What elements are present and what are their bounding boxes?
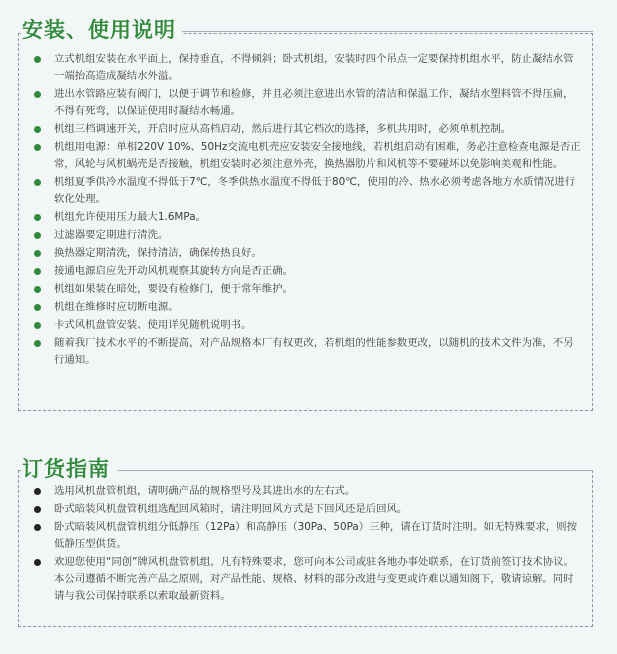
list-item: 接通电源启应先开动风机观察其旋转方向是否正确。	[32, 263, 583, 280]
list-item: 机组在维修时应切断电源。	[32, 299, 583, 316]
bullet-icon	[34, 250, 41, 257]
list-item: 卧式暗装风机盘管机组分低静压（12Pa）和高静压（30Pa、50Pa）三种，请在订货时注明。如无特殊要求，则按低静压型供货。	[32, 519, 583, 553]
list-item: 进出水管路应装有阀门，以便于调节和检修，并且必须注意进出水管的清洁和保温工作，凝结水塑料管不得压扁，不得有死弯，以保证使用时凝结水畅通。	[32, 86, 583, 120]
bullet-icon	[34, 56, 41, 63]
bullet-icon	[34, 559, 41, 566]
bullet-icon	[34, 506, 41, 513]
list-item: 机组如果装在暗处，要设有检修门，便于常年维护。	[32, 281, 583, 298]
install-list	[32, 51, 583, 370]
bullet-icon	[34, 214, 41, 221]
bullet-icon	[34, 144, 41, 151]
install-title-rule	[168, 31, 593, 32]
bullet-icon	[34, 286, 41, 293]
bullet-icon	[34, 91, 41, 98]
list-item: 卡式风机盘管安装、使用详见随机说明书。	[32, 317, 583, 334]
bullet-icon	[34, 524, 41, 531]
list-item: 过滤器要定期进行清洗。	[32, 227, 583, 244]
list-item: 卧式暗装风机盘管机组选配回风箱时，请注明回风方式是下回风还是后回风。	[32, 501, 583, 518]
bullet-icon	[34, 268, 41, 275]
install-title: 安装、使用说明	[22, 16, 182, 44]
list-item: 机组允许使用压力最大1.6MPa。	[32, 209, 583, 226]
install-section	[18, 16, 593, 411]
list-item: 机组三档调速开关，开启时应从高档启动，然后进行其它档次的选择，多机共用时，必须单机控制。	[32, 121, 583, 138]
list-item: 机组夏季供冷水温度不得低于7℃，冬季供热水温度不得低于80℃，使用的冷、热水必须考虑各地方水质情况进行软化处理。	[32, 174, 583, 208]
bullet-icon	[34, 488, 41, 495]
bullet-icon	[34, 179, 41, 186]
order-title: 订货指南	[22, 455, 116, 483]
bullet-icon	[34, 126, 41, 133]
bullet-icon	[34, 232, 41, 239]
bullet-icon	[34, 304, 41, 311]
order-section	[18, 455, 593, 627]
list-item: 随着我厂技术水平的不断提高，对产品规格本厂有权更改，若机组的性能参数更改，以随机的技术文件为准，不另行通知。	[32, 335, 583, 369]
order-title-rule	[118, 470, 593, 471]
bullet-icon	[34, 322, 41, 329]
bullet-icon	[34, 340, 41, 347]
list-item: 立式机组安装在水平面上，保持垂直，不得倾斜；卧式机组，安装时四个吊点一定要保持机组水平，防止凝结水管一端抬高造成凝结水外溢。	[32, 51, 583, 85]
list-item: 换热器定期清洗，保持清洁，确保传热良好。	[32, 245, 583, 262]
list-item: 机组用电源：单相220V 10%、50Hz交流电机壳应安装安全接地线，若机组启动有困难，务必注意检查电源是否正常，风轮与风机蜗壳是否接触，机组安装时必须注意外壳，换热器肋片和风机等不要碰坏以免影响美观和性能。	[32, 139, 583, 173]
list-item: 选用风机盘管机组，请明确产品的规格型号及其进出水的左右式。	[32, 483, 583, 500]
list-item: 欢迎您使用“同创”牌风机盘管机组，凡有特殊要求，您可向本公司或驻各地办事处联系，在订货前签订技术协议。本公司遵循不断完善产品之原则，对产品性能、规格、材料的部分改进与变更或许难以通知阁下，敬请谅解。同时请与我公司保持联系以索取最新资料。	[32, 554, 583, 605]
order-list	[32, 483, 583, 606]
